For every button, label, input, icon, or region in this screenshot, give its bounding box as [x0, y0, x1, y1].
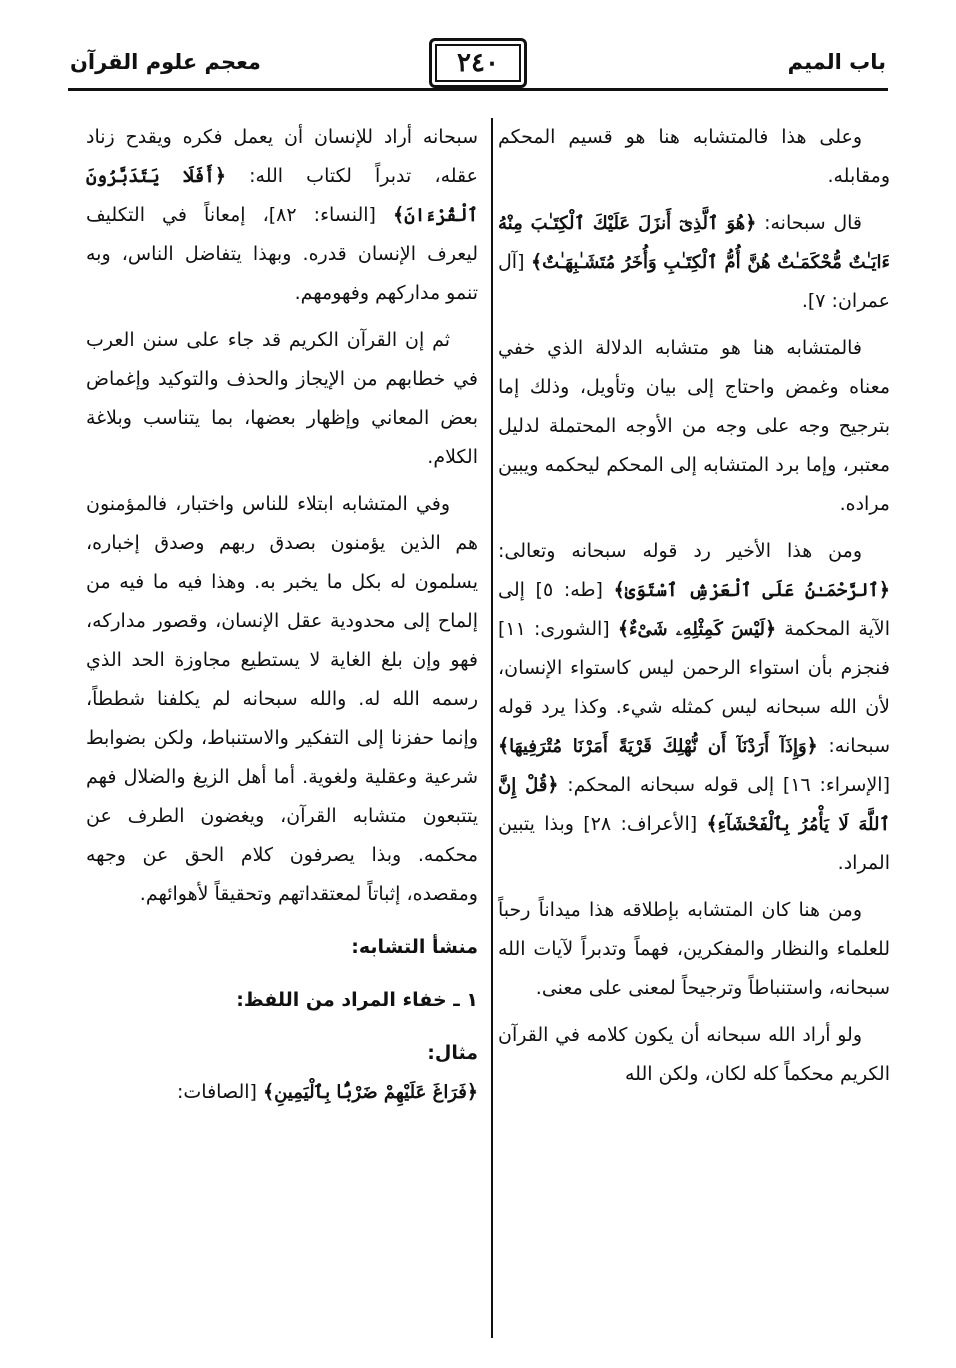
text-run: سبحانه أراد للإنسان أن يعمل فكره ويقدح زناد عقله، تدبراً لكتاب الله:: [86, 126, 478, 187]
text-run: [الإسراء: ١٦] إلى قوله سبحانه المحكم:: [567, 774, 890, 796]
paragraph: ثم إن القرآن الكريم قد جاء على سنن العرب في خطابهم من الإيجاز والحذف والتوكيد وإغماض بعض المعاني وإظهار بعضها، بما يتناسب وبلاغة الكلام.: [86, 329, 478, 468]
quran-verse: هُوَ ٱلَّذِىٓ أَنزَلَ عَلَيْكَ ٱلْكِتَـٰبَ مِنْهُ ءَايَـٰتٌ مُّحْكَمَـٰتٌ هُنَّ أُمُّ ٱلْكِتَـٰبِ وَأُخَرُ مُتَشَـٰبِهَـٰتٌ: [498, 213, 890, 273]
book-title: معجم علوم القرآن: [70, 50, 261, 74]
verse-reference: [آل عمران: ٧].: [498, 251, 890, 312]
example-verse: ﴿فَرَاغَ عَلَيْهِمْ ضَرْبًۢا بِٱلْيَمِينِ﴾ [الصافات:: [177, 1081, 478, 1103]
quran-verse: أَفَلَا يَتَدَبَّرُونَ ٱلْقُرْءَانَ: [86, 166, 478, 226]
paragraph: ولو أراد الله سبحانه أن يكون كلامه في القرآن الكريم محكماً كله لكان، ولكن الله: [498, 1024, 890, 1085]
text-run: ومن هذا الأخير رد قوله سبحانه وتعالى:: [498, 540, 862, 562]
quran-verse: ٱلرَّحْمَـٰنُ عَلَى ٱلْعَرْشِ ٱسْتَوَىٰ: [624, 580, 879, 601]
text-run: [الشورى: ١١] فنجزم بأن استواء الرحمن ليس كاستواء الإنسان، لأن الله سبحانه ليس كمثله شيء. وكذا يرد قوله سبحانه:: [498, 618, 890, 757]
example-label: مثال:: [427, 1042, 478, 1064]
page-number-frame: [429, 38, 527, 88]
text-run: [الأعراف: ٢٨] وبذا يتبين المراد.: [498, 813, 890, 874]
paragraph: فالمتشابه هنا هو متشابه الدلالة الذي خفي معناه وغمض واحتاج إلى بيان وتأويل، وذلك إما بترجيح وجه على وجه من الأوجه المحتملة لدليل معتبر، وإما برد المتشابه إلى المحكم ليحكمه ويبين مراده.: [498, 337, 890, 515]
quran-verse: لَيْسَ كَمِثْلِهِۦ شَىْءٌ: [628, 619, 765, 640]
header-rule: [68, 88, 888, 91]
section-title: باب الميم: [787, 50, 886, 74]
text-run: [طه: ٥] إلى الآية المحكمة: [498, 579, 890, 640]
text-run: قال سبحانه:: [764, 212, 862, 234]
right-column: [498, 118, 890, 1348]
section-heading: منشأ التشابه:: [351, 936, 478, 958]
page-number: ٢٤٠: [457, 48, 499, 78]
paragraph: ومن هنا كان المتشابه بإطلاقه هذا ميداناً رحباً للعلماء والنظار والمفكرين، فهماً وتدبراً لآيات الله سبحانه، واستنباطاً وترجيحاً لمعنى على معنى.: [498, 899, 890, 999]
subsection-heading: ١ ـ خفاء المراد من اللفظ:: [236, 989, 478, 1011]
text-run: [النساء: ٨٢]، إمعاناً في التكليف ليعرف الإنسان قدره. وبهذا يتفاضل الناس، وبه تنمو مداركهم وفهومهم.: [86, 204, 478, 304]
quran-verse: وَإِذَآ أَرَدْنَآ أَن نُّهْلِكَ قَرْيَةً أَمَرْنَا مُتْرَفِيهَا: [509, 736, 807, 757]
left-column: [86, 118, 478, 1348]
column-divider: [491, 118, 493, 1338]
paragraph: وعلى هذا فالمتشابه هنا هو قسيم المحكم ومقابله.: [498, 126, 890, 187]
quran-verse: فَرَاغَ عَلَيْهِمْ ضَرْبًۢا بِٱلْيَمِينِ: [274, 1082, 467, 1103]
paragraph: وفي المتشابه ابتلاء للناس واختبار، فالمؤمنون هم الذين يؤمنون بصدق ربهم وصدق إخباره، يسلمون له بكل ما يخبر به. وهذا فيه ما فيه من إلماح إلى محدودية عقل الإنسان، وقصور مداركه، فهو وإن بلغ الغاية لا يستطيع مجاوزة الحد الذي رسمه الله له. والله سبحانه لم يكلفنا شططاً، وإنما حفزنا إلى التفكير والاستنباط، ولكن بضوابط شرعية وعقلية ولغوية. أما أهل الزيغ والضلال فهم يتتبعون متشابه القرآن، ويغضون الطرف عن محكمه. وبذا يصرفون كلام الحق عن وجهه ومقصده، إثباتاً لمعتقداتهم وتحقيقاً لأهوائهم.: [86, 493, 478, 905]
paragraph: ومن هذا الأخير رد قوله سبحانه وتعالى: ﴿ٱلرَّحْمَـٰنُ عَلَى ٱلْعَرْشِ ٱسْتَوَىٰ﴾ [طه: ٥] إلى الآية المحكمة ﴿لَيْسَ كَمِثْلِهِۦ شَىْءٌ﴾ [الشورى: ١١] فنجزم بأن استواء الرحمن ليس كاستواء الإنسان، لأن الله سبحانه ليس كمثله شيء. وكذا يرد قوله سبحانه: ﴿وَإِذَآ أَرَدْنَآ أَن نُّهْلِكَ قَرْيَةً أَمَرْنَا مُتْرَفِيهَا﴾ [الإسراء: ١٦] إلى قوله سبحانه المحكم: ﴿قُلْ إِنَّ ٱللَّهَ لَا يَأْمُرُ بِٱلْفَحْشَآءِ﴾ [الأعراف: ٢٨] وبذا يتبين المراد.: [498, 540, 890, 874]
paragraph: سبحانه أراد للإنسان أن يعمل فكره ويقدح زناد عقله، تدبراً لكتاب الله: ﴿أَفَلَا يَتَدَبَّرُونَ ٱلْقُرْءَانَ﴾ [النساء: ٨٢]، إمعاناً في التكليف ليعرف الإنسان قدره. وبهذا يتفاضل الناس، وبه تنمو مداركهم وفهومهم.: [86, 126, 478, 304]
quran-verse: قُلْ إِنَّ ٱللَّهَ لَا يَأْمُرُ بِٱلْفَحْشَآءِ: [498, 775, 890, 835]
verse-reference: [الصافات:: [177, 1081, 257, 1103]
paragraph: قال سبحانه: ﴿هُوَ ٱلَّذِىٓ أَنزَلَ عَلَيْكَ ٱلْكِتَـٰبَ مِنْهُ ءَايَـٰتٌ مُّحْكَمَـٰتٌ هُنَّ أُمُّ ٱلْكِتَـٰبِ وَأُخَرُ مُتَشَـٰبِهَـٰتٌ﴾ [آل عمران: ٧].: [498, 212, 890, 312]
